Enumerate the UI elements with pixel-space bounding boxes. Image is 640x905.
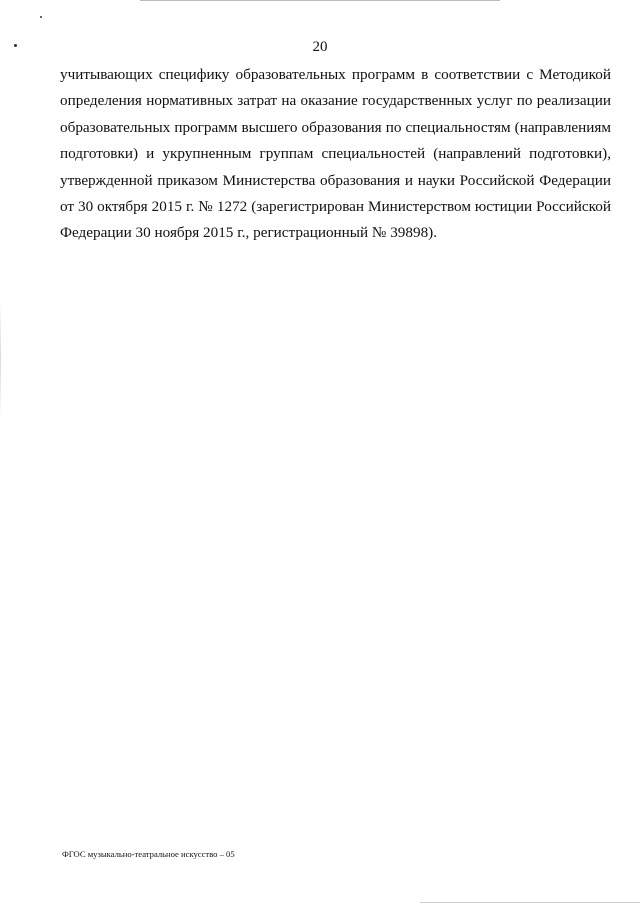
paragraph-line: образовательных программ высшего образования по специальностям (направлениям [60, 118, 611, 136]
paragraph-line: учитывающих специфику образовательных программ в соответствии с Методикой [60, 66, 611, 83]
paragraph-line: утвержденной приказом Министерства образования и науки Российской Федерации [60, 171, 611, 189]
scan-bottom-edge [420, 902, 640, 903]
scan-top-rule [140, 0, 500, 1]
paragraph-line: Федерации 30 ноября 2015 г., регистрационный № 39898). [60, 224, 438, 242]
page-number: 20 [312, 39, 328, 55]
footer-document-code: ФГОС музыкально-театральное искусство – 05 [62, 849, 235, 859]
scan-speck [40, 16, 42, 18]
scan-left-edge [0, 300, 1, 420]
paragraph-line: подготовки) и укрупненным группам специальностей (направлений подготовки), [60, 145, 611, 163]
paragraph-line: определения нормативных затрат на оказание государственных услуг по реализации [60, 92, 611, 110]
body-paragraph [60, 62, 611, 247]
paragraph-line: от 30 октября 2015 г. № 1272 (зарегистрирован Министерством юстиции Российской [60, 197, 611, 215]
